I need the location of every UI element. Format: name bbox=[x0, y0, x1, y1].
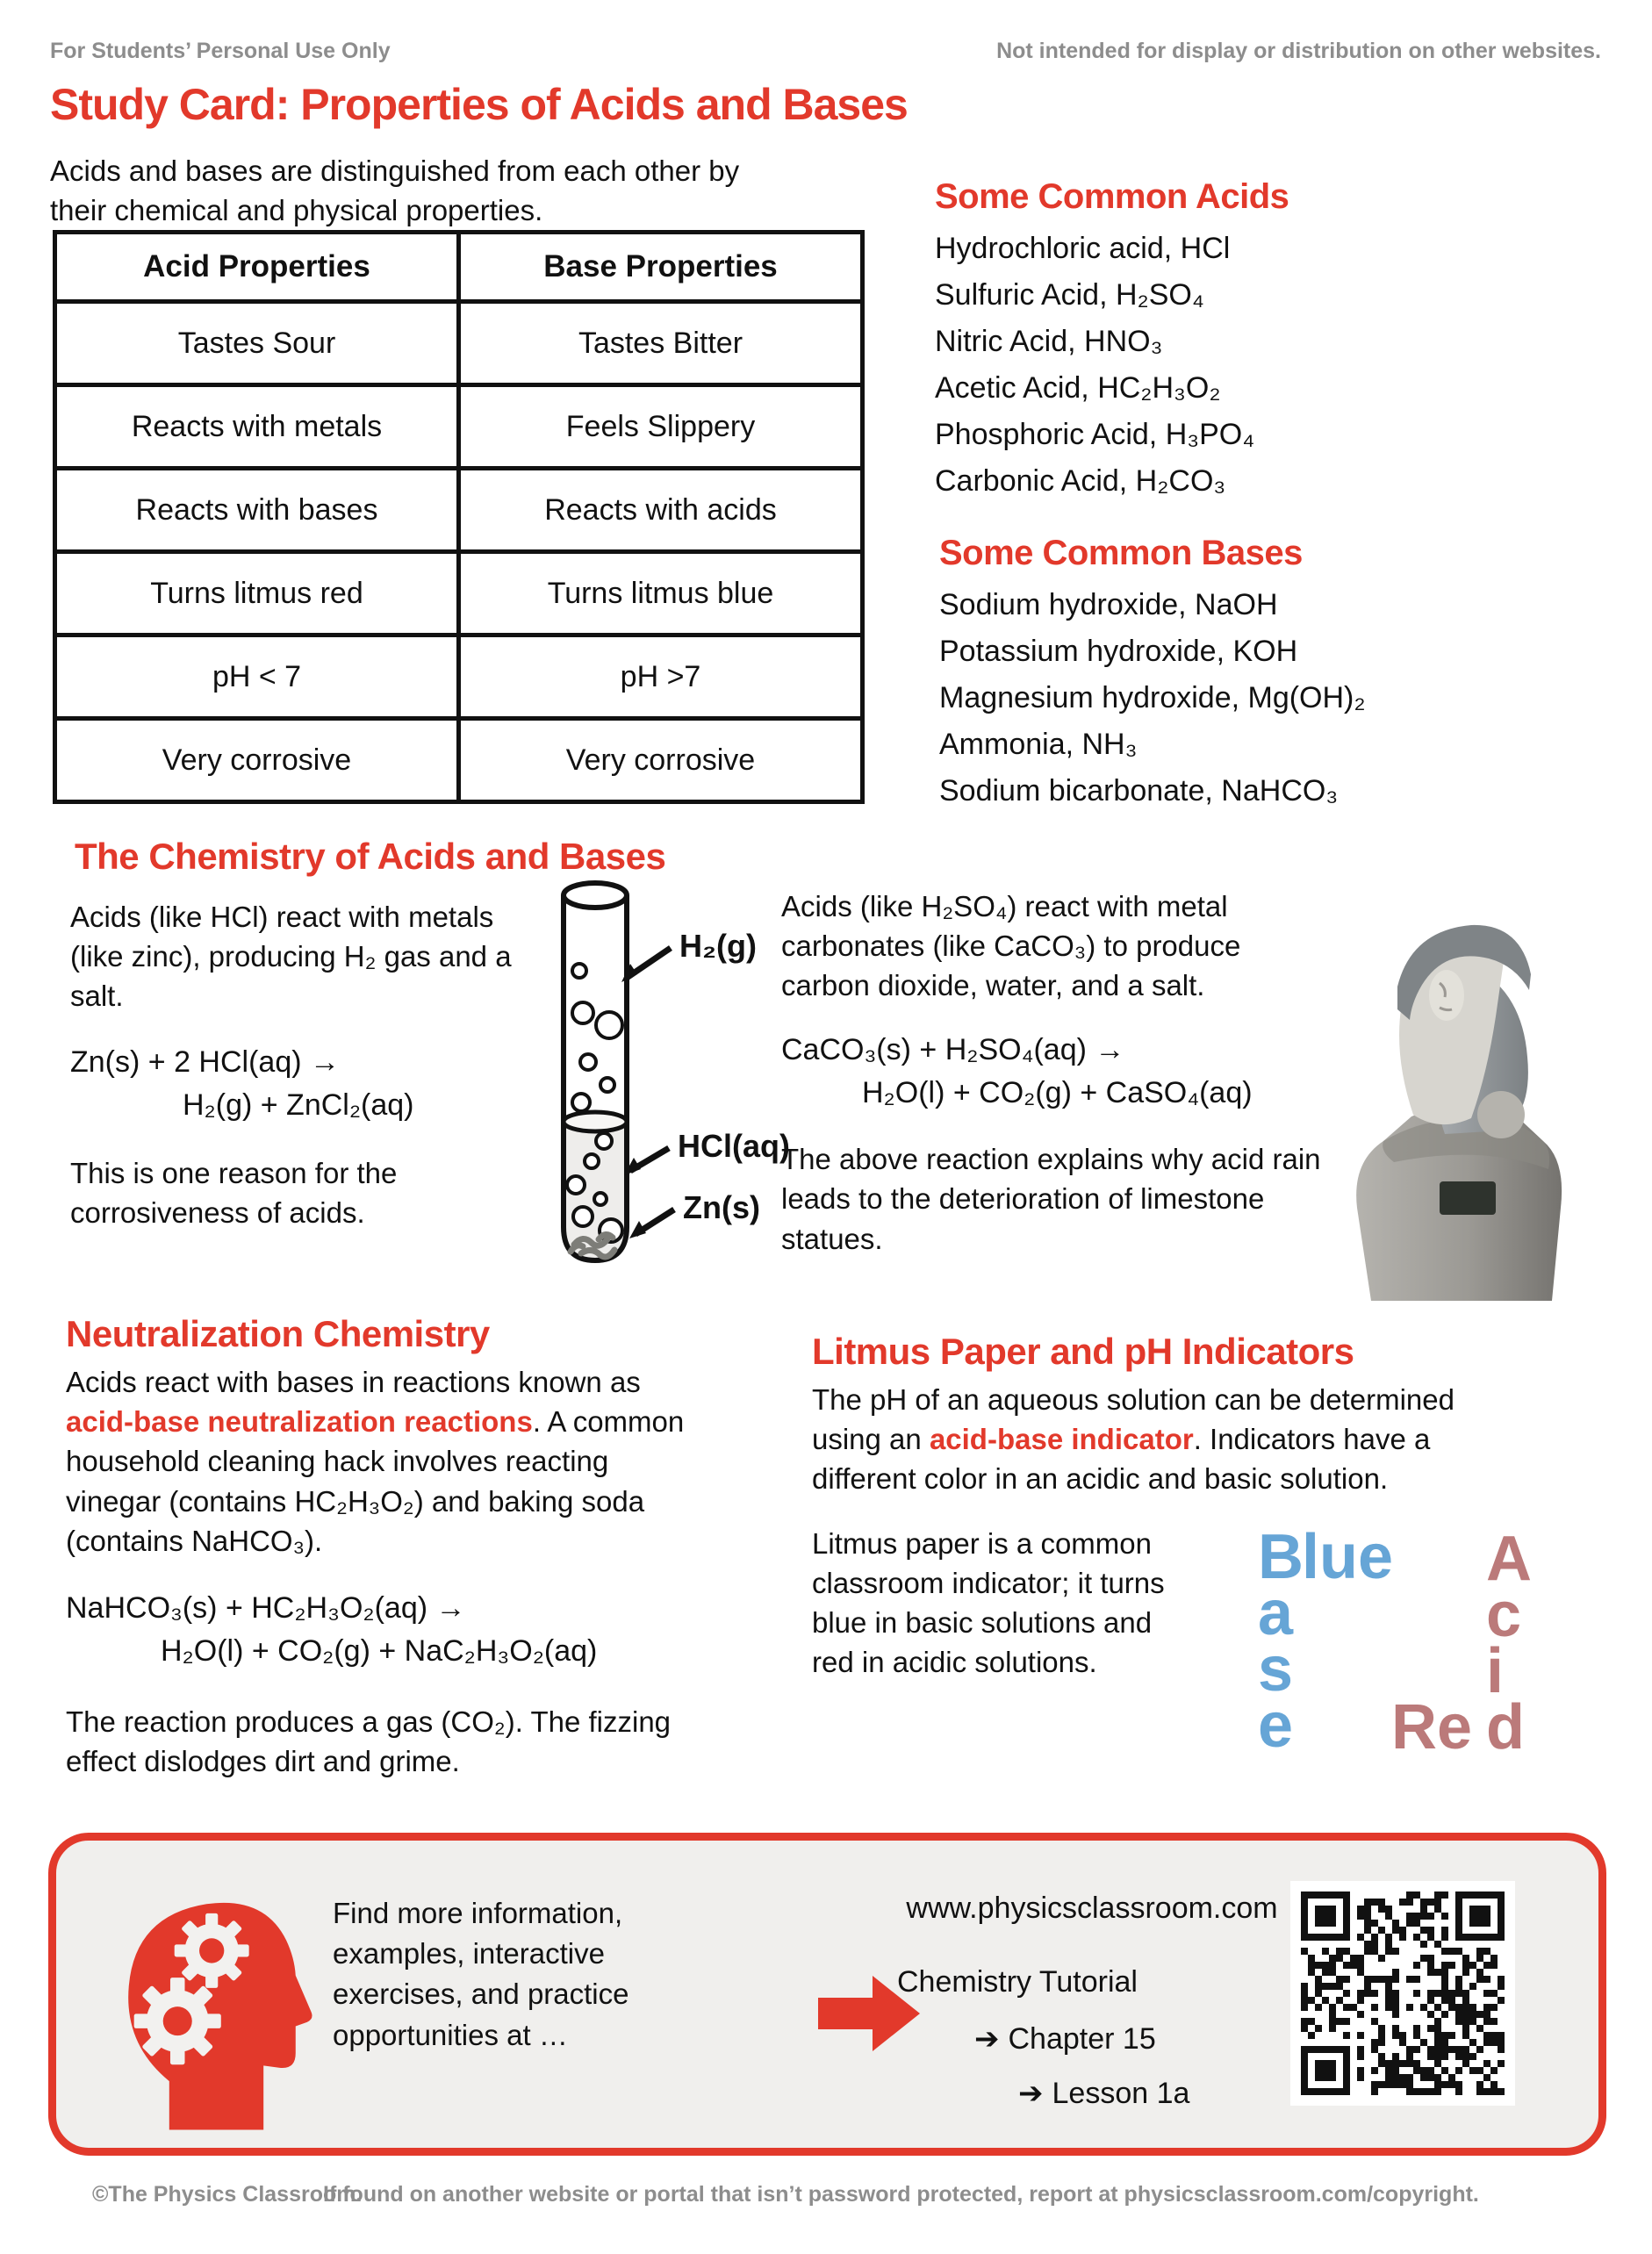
h2-gas-label: H₂(g) bbox=[679, 928, 757, 964]
table-row bbox=[55, 302, 863, 385]
list-item: Nitric Acid, HNO₃ bbox=[935, 325, 1163, 358]
tube-opening bbox=[564, 883, 627, 908]
equation-line: NaHCO₃(s) + HC₂H₃O₂(aq) → bbox=[66, 1591, 466, 1626]
paragraph-text: Acids react with bases in reactions known as bbox=[66, 1366, 641, 1398]
acid-property-cell: Tastes Sour bbox=[55, 302, 459, 385]
equation-line: Zn(s) + 2 HCl(aq) → bbox=[70, 1044, 340, 1079]
neutralization-paragraph bbox=[66, 1362, 702, 1561]
neutralization-note: The reaction produces a gas (CO₂). The fizzing effect dislodges dirt and grime. bbox=[66, 1705, 672, 1777]
list-item: Carbonic Acid, H₂CO₃ bbox=[935, 464, 1226, 498]
blue-word-rest: lue bbox=[1302, 1522, 1394, 1592]
litmus-description: Litmus paper is a common classroom indicator; it turns blue in basic solutions and red in acidic solutions. bbox=[812, 1526, 1165, 1679]
hcl-label: HCl(aq) bbox=[678, 1128, 790, 1164]
table-row bbox=[55, 385, 863, 469]
qr-code-svg bbox=[1290, 1881, 1515, 2106]
list-item: Acetic Acid, HC₂H₃O₂ bbox=[935, 371, 1221, 405]
list-item: Phosphoric Acid, H₃PO₄ bbox=[935, 418, 1255, 451]
word-art-letter: i bbox=[1486, 1636, 1505, 1706]
equation-line: H₂O(l) + CO₂(g) + NaC₂H₃O₂(aq) bbox=[161, 1634, 598, 1669]
statue-knee bbox=[1477, 1091, 1525, 1138]
statue-plaque bbox=[1440, 1181, 1496, 1215]
properties-table-body bbox=[55, 302, 863, 802]
arrow-bullet-icon: ➔ bbox=[974, 2022, 1000, 2056]
base-property-cell: Tastes Bitter bbox=[459, 302, 863, 385]
thinking-head-icon bbox=[107, 1876, 314, 2130]
chemistry-section-title: The Chemistry of Acids and Bases bbox=[75, 836, 666, 877]
base-properties-header: Base Properties bbox=[459, 233, 863, 302]
paragraph-text: The pH of an aqueous solution can be determined using an bbox=[812, 1383, 1454, 1456]
zinc-label: Zn(s) bbox=[683, 1189, 760, 1225]
chemistry-right-column bbox=[781, 887, 1352, 1259]
physicsclassroom-url[interactable]: www.physicsclassroom.com bbox=[906, 1891, 1278, 1925]
list-item: Ammonia, NH₃ bbox=[939, 728, 1138, 761]
chapter-line bbox=[974, 2021, 1156, 2057]
word-art-letter: s bbox=[1258, 1634, 1294, 1705]
acid-properties-header: Acid Properties bbox=[55, 233, 459, 302]
copyright-text: ©The Physics Classroom. bbox=[92, 2182, 363, 2207]
paragraph-text: . A common household cleaning hack involves reacting vinegar (contains HC₂H₃O₂) and baking soda (contains NaHCO₃). bbox=[66, 1405, 685, 1557]
liquid-surface bbox=[564, 1112, 627, 1131]
chemistry-left-column bbox=[70, 897, 527, 1233]
neutralization-section bbox=[66, 1313, 733, 1781]
acid-property-cell: Reacts with metals bbox=[55, 385, 459, 469]
base-property-cell: Very corrosive bbox=[459, 719, 863, 802]
list-item: Sulfuric Acid, H₂SO₄ bbox=[935, 278, 1204, 312]
list-item: Hydrochloric acid, HCl bbox=[935, 232, 1231, 265]
paragraph-text: . Indicators have a different color in an acidic and basic solution. bbox=[812, 1423, 1431, 1496]
equation-line: H₂(g) + ZnCl₂(aq) bbox=[183, 1088, 414, 1122]
word-art-letter: c bbox=[1486, 1580, 1522, 1650]
gear-icon bbox=[134, 1978, 221, 2064]
neutralization-key-term: acid-base neutralization reactions bbox=[66, 1405, 533, 1439]
header-usage-note: For Students’ Personal Use Only bbox=[50, 39, 391, 63]
properties-table bbox=[53, 230, 865, 804]
chapter-label: Chapter 15 bbox=[1008, 2022, 1156, 2056]
litmus-key-term: acid-base indicator bbox=[929, 1423, 1194, 1456]
table-row bbox=[55, 469, 863, 552]
test-tube-diagram bbox=[537, 858, 805, 1293]
intro-paragraph: Acids and bases are distinguished from each other by their chemical and physical properties. bbox=[50, 154, 740, 227]
acid-property-cell: Reacts with bases bbox=[55, 469, 459, 552]
chemistry-left-paragraph: Acids (like HCl) react with metals (like zinc), producing H₂ gas and a salt. bbox=[70, 901, 512, 1013]
common-bases-title: Some Common Bases bbox=[939, 534, 1303, 572]
header-distribution-note: Not intended for display or distribution on other websites. bbox=[996, 39, 1601, 63]
list-item: Sodium bicarbonate, NaHCO₃ bbox=[939, 774, 1339, 808]
list-item: Potassium hydroxide, KOH bbox=[939, 635, 1298, 668]
arrow-bullet-icon: ➔ bbox=[1018, 2077, 1044, 2110]
zinc-reaction-equation bbox=[70, 1041, 527, 1128]
common-acids-title: Some Common Acids bbox=[935, 177, 1289, 216]
word-art-letter: B bbox=[1258, 1522, 1304, 1592]
lesson-label: Lesson 1a bbox=[1052, 2077, 1190, 2110]
base-property-cell: Reacts with acids bbox=[459, 469, 863, 552]
litmus-title: Litmus Paper and pH Indicators bbox=[812, 1331, 1354, 1372]
neutralization-equation bbox=[66, 1587, 733, 1674]
litmus-word-art bbox=[1258, 1522, 1627, 1775]
footer-promo-text: Find more information, examples, interactive exercises, and practice opportunities at … bbox=[333, 1897, 629, 2051]
tutorial-label: Chemistry Tutorial bbox=[897, 1965, 1138, 1999]
red-word-prefix: Re bbox=[1391, 1692, 1473, 1762]
base-property-cell: Feels Slippery bbox=[459, 385, 863, 469]
word-art-letter: d bbox=[1486, 1692, 1525, 1762]
acid-property-cell: pH < 7 bbox=[55, 635, 459, 719]
common-bases-list bbox=[939, 582, 1641, 815]
list-item: Sodium hydroxide, NaOH bbox=[939, 588, 1278, 621]
table-header-row bbox=[55, 233, 863, 302]
table-row bbox=[55, 552, 863, 635]
table-row bbox=[55, 719, 863, 802]
base-vertical-word bbox=[1258, 1522, 1304, 1761]
gear-icon bbox=[175, 1913, 249, 1988]
chemistry-right-note: The above reaction explains why acid rain leads to the deterioration of limestone statues. bbox=[781, 1143, 1321, 1255]
common-acids-list bbox=[935, 226, 1637, 505]
common-acids-section bbox=[935, 177, 1637, 505]
litmus-paragraph bbox=[812, 1380, 1505, 1499]
word-art-letter: a bbox=[1258, 1578, 1294, 1648]
page-title: Study Card: Properties of Acids and Bases bbox=[50, 80, 908, 129]
chemistry-left-note: This is one reason for the corrosiveness of acids. bbox=[70, 1157, 398, 1230]
acid-property-cell: Very corrosive bbox=[55, 719, 459, 802]
copyright-notice: If found on another website or portal that isn’t password protected, report at physicsclassroom.com/copyright. bbox=[323, 2182, 1479, 2207]
base-property-cell: Turns litmus blue bbox=[459, 552, 863, 635]
common-bases-section bbox=[939, 534, 1641, 815]
properties-table-head bbox=[55, 233, 863, 302]
lesson-line bbox=[1018, 2076, 1189, 2111]
equation-line: CaCO₃(s) + H₂SO₄(aq) → bbox=[781, 1032, 1125, 1066]
table-row bbox=[55, 635, 863, 719]
word-art-letter: A bbox=[1486, 1524, 1532, 1594]
word-art-letter: e bbox=[1258, 1690, 1294, 1761]
list-item: Magnesium hydroxide, Mg(OH)₂ bbox=[939, 681, 1366, 714]
qr-code bbox=[1290, 1881, 1515, 2106]
acid-vertical-word bbox=[1486, 1524, 1532, 1762]
footer-callout-box bbox=[48, 1833, 1606, 2156]
neutralization-title: Neutralization Chemistry bbox=[66, 1313, 490, 1354]
carbonate-reaction-equation bbox=[781, 1029, 1352, 1116]
equation-line: H₂O(l) + CO₂(g) + CaSO₄(aq) bbox=[862, 1075, 1253, 1109]
base-property-cell: pH >7 bbox=[459, 635, 863, 719]
chemistry-right-paragraph: Acids (like H₂SO₄) react with metal carbonates (like CaCO₃) to produce carbon dioxide, water, and a salt. bbox=[781, 890, 1241, 1002]
statue-face bbox=[1429, 970, 1464, 1021]
acid-property-cell: Turns litmus red bbox=[55, 552, 459, 635]
limestone-statue-image bbox=[1341, 836, 1577, 1303]
